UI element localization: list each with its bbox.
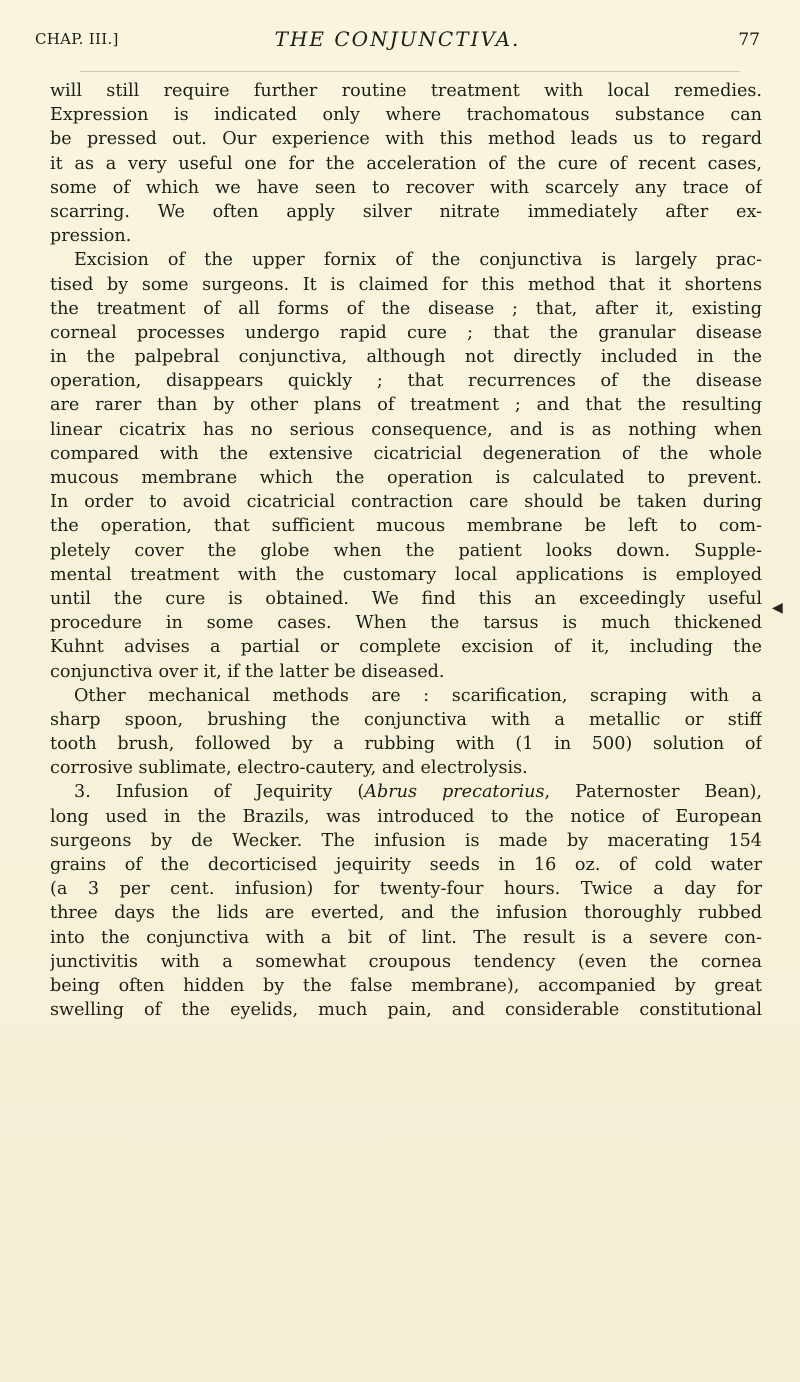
text-line: the operation, that sufficient mucous membrane be left to com- (50, 516, 762, 537)
text-line: mental treatment with the customary local applications is employed (50, 564, 762, 585)
page-number: 77 (738, 30, 760, 50)
text-line: (a 3 per cent. infusion) for twenty-four hours. Twice a day for (50, 879, 762, 900)
text-line: swelling of the eyelids, much pain, and considerable constitutional (50, 1000, 762, 1021)
text-line: Excision of the upper fornix of the conjunctiva is largely prac- (74, 250, 762, 271)
text-line: mucous membrane which the operation is calculated to prevent. (50, 468, 762, 488)
text-line: pletely cover the globe when the patient looks down. Supple- (50, 540, 762, 561)
text-run: 3. Infusion of Jequirity ( (74, 782, 365, 803)
text-line: the treatment of all forms of the disease ; that, after it, existing (50, 298, 762, 319)
text-run: , Paternoster Bean), (544, 782, 762, 803)
text-line: into the conjunctiva with a bit of lint. The result is a severe con- (50, 927, 762, 948)
text-line: three days the lids are everted, and the infusion thoroughly rubbed (50, 903, 762, 924)
text-line: tooth brush, followed by a rubbing with (1 in 500) solution of (50, 734, 762, 755)
text-line: pression. (50, 226, 132, 247)
text-line: corneal processes undergo rapid cure ; that the granular disease (50, 322, 762, 343)
body-text (50, 79, 762, 1022)
text-line: some of which we have seen to recover with scarcely any trace of (50, 177, 762, 198)
text-line: procedure in some cases. When the tarsus is much thickened (50, 613, 762, 634)
text-line: junctivitis with a somewhat croupous tendency (even the cornea (50, 951, 762, 972)
text-line: corrosive sublimate, electro-cautery, and electrolysis. (50, 758, 528, 779)
chapter-label: CHAP. III.] (35, 30, 119, 48)
text-line: surgeons by de Wecker. The infusion is made by macerating 154 (50, 830, 762, 851)
text-line: compared with the extensive cicatricial degeneration of the whole (50, 443, 762, 464)
text-line: Kuhnt advises a partial or complete excision of it, including the (50, 637, 762, 658)
text-line: scarring. We often apply silver nitrate immediately after ex- (50, 201, 762, 222)
text-line: in the palpebral conjunctiva, although not directly included in the (50, 347, 762, 368)
text-line: Other mechanical methods are : scarification, scraping with a (74, 685, 762, 706)
text-line: being often hidden by the false membrane), accompanied by great (50, 975, 762, 996)
running-header (35, 27, 760, 56)
text-line: grains of the decorticised jequirity seeds in 16 oz. of cold water (50, 855, 762, 875)
running-title: THE CONJUNCTIVA. (274, 27, 521, 51)
text-line: linear cicatrix has no serious consequence, and is as nothing when (50, 419, 762, 440)
text-line: tised by some surgeons. It is claimed for this method that it shortens (50, 274, 762, 295)
text-line: until the cure is obtained. We find this an exceedingly useful (50, 588, 762, 609)
text-line: will still require further routine treatment with local remedies. (50, 81, 762, 101)
text-line: are rarer than by other plans of treatment ; and that the resulting (50, 395, 762, 416)
margin-pointer-icon: ◀ (772, 600, 783, 616)
text-line: it as a very useful one for the acceleration of the cure of recent cases, (50, 153, 762, 174)
italic-species-name: Abrus precatorius (364, 782, 545, 803)
text-line: sharp spoon, brushing the conjunctiva with a metallic or stiff (50, 709, 762, 730)
text-line: In order to avoid cicatricial contraction care should be taken during (50, 492, 762, 513)
text-line: be pressed out. Our experience with this method leads us to regard (50, 129, 762, 150)
text-line: long used in the Brazils, was introduced to the notice of European (50, 806, 762, 827)
text-line: operation, disappears quickly ; that recurrences of the disease (50, 371, 762, 392)
header-rule (80, 71, 740, 72)
text-line: conjunctiva over it, if the latter be diseased. (50, 661, 445, 682)
text-line-with-italic (50, 780, 762, 804)
text-line: Expression is indicated only where trachomatous substance can (50, 105, 762, 126)
